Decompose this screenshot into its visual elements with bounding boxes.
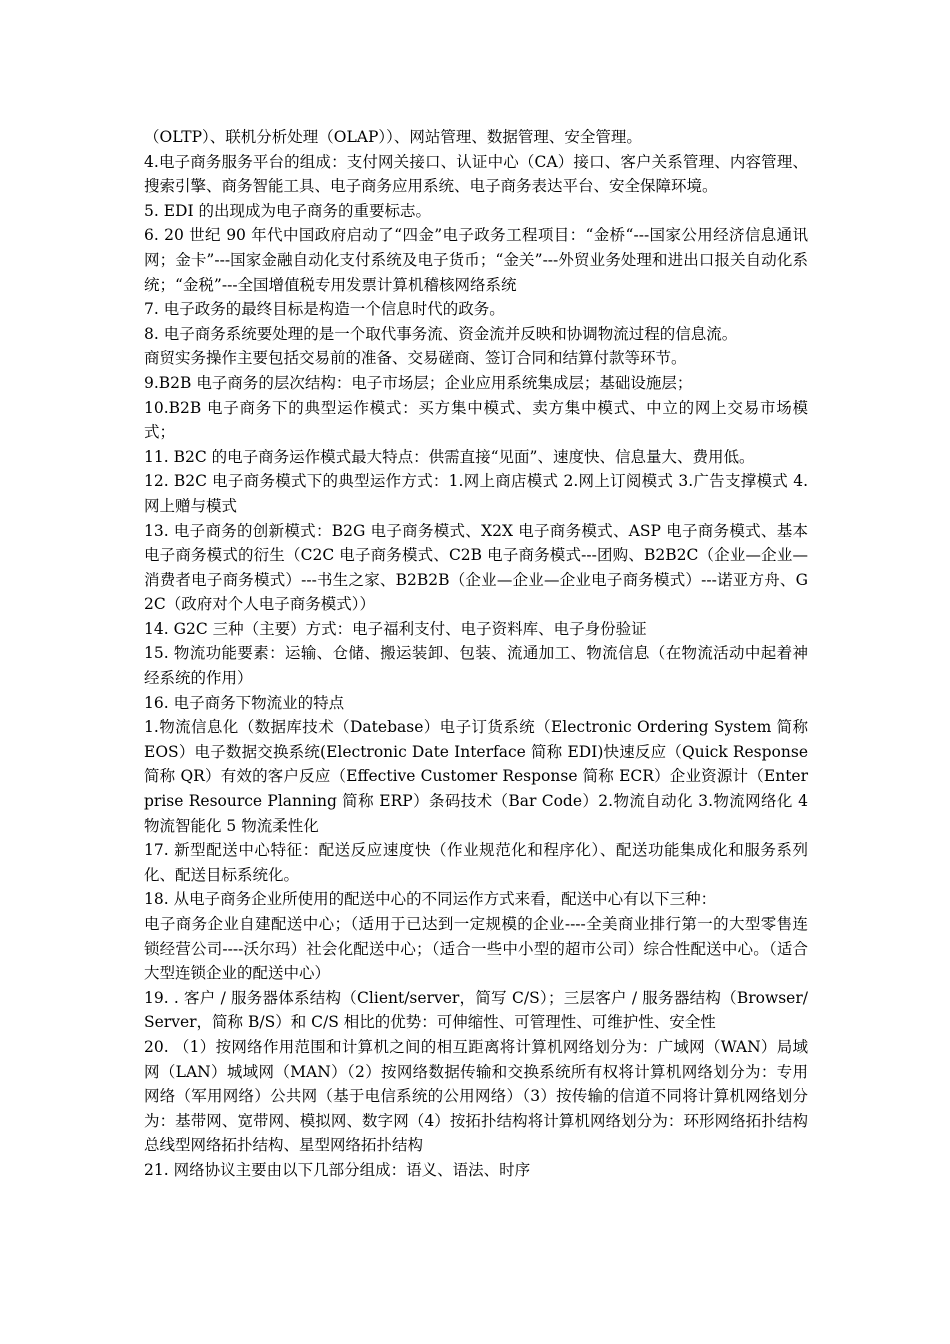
paragraph-item-9: 9.B2B 电子商务的层次结构：电子市场层；企业应用系统集成层；基础设施层； <box>144 373 693 392</box>
paragraph-item-20: 20. （1）按网络作用范围和计算机之间的相互距离将计算机网络划分为：广域网（WAN）局域网（LAN）城域网（MAN）（2）按网络数据传输和交换系统所有权将计算机网络划分为：专用网络（军用网络）公共网（基于电信系统的公用网络）（3）按传输的信道不同将计算机网络划分为：基带网、宽带网、模拟网、数字网（4）按拓扑结构将计算机网络划分为：环形网络拓扑结构总线型网络拓扑结构、星型网络拓扑结构 <box>144 1037 808 1155</box>
paragraph-item-10: 10.B2B 电子商务下的典型运作模式：买方集中模式、卖方集中模式、中立的网上交易市场模式； <box>144 398 808 442</box>
paragraph-item-4: 4.电子商务服务平台的组成：支付网关接口、认证中心（CA）接口、客户关系管理、内容管理、搜索引擎、商务智能工具、电子商务应用系统、电子商务表达平台、安全保障环境。 <box>144 152 808 196</box>
paragraph-item-13: 13. 电子商务的创新模式：B2G 电子商务模式、X2X 电子商务模式、ASP 电子商务模式、基本电子商务模式的衍生（C2C 电子商务模式、C2B 电子商务模式---团购、B2B2C（企业—企业—消费者电子商务模式）---书生之家、B2B2B（企业—企业—企业电子商务模式）---诺亚方舟、G2C（政府对个人电子商务模式）） <box>144 521 808 614</box>
paragraph-item-11: 11. B2C 的电子商务运作模式最大特点：供需直接“见面”、速度快、信息量大、费用低。 <box>144 447 755 466</box>
paragraph-item-5: 5. EDI 的出现成为电子商务的重要标志。 <box>144 201 432 220</box>
paragraph-item-8-note: 商贸实务操作主要包括交易前的准备、交易磋商、签订合同和结算付款等环节。 <box>144 349 687 368</box>
paragraph-oltp-continuation: （OLTP）、联机分析处理（OLAP））、网站管理、数据管理、安全管理。 <box>144 128 642 146</box>
paragraph-item-16-detail: 1.物流信息化（数据库技术（Datebase）电子订货系统（Electronic Ordering System 简称 EOS）电子数据交换系统(Electronic Date Interface 简称 EDI)快速反应（Quick Response 简称 QR）有效的客户反应（Effective Customer Response 简称 ECR）企业资源计（Enterprise Resource Planning 简称 ERP）条码技术（Bar Code）2.物流自动化 3.物流网络化 4 物流智能化 5 物流柔性化 <box>144 718 808 835</box>
paragraph-item-6: 6. 20 世纪 90 年代中国政府启动了“四金”电子政务工程项目：“金桥“---国家公用经济信息通讯网；金卡”---国家金融自动化支付系统及电子货币；“金关”---外贸业务处理和进出口报关自动化系统；“金税”---全国增值税专用发票计算机稽核网络系统 <box>144 226 808 294</box>
paragraph-item-12: 12. B2C 电子商务模式下的典型运作方式：1.网上商店模式 2.网上订阅模式 3.广告支撑模式 4.网上赠与模式 <box>144 472 808 515</box>
paragraph-item-17: 17. 新型配送中心特征：配送反应速度快（作业规范化和程序化）、配送功能集成化和服务系列化、配送目标系统化。 <box>144 841 808 884</box>
paragraph-item-16: 16. 电子商务下物流业的特点 <box>144 693 345 712</box>
paragraph-item-18-detail: 电子商务企业自建配送中心；（适用于已达到一定规模的企业----全美商业排行第一的大型零售连锁经营公司----沃尔玛）社会化配送中心；（适合一些中小型的超市公司）综合性配送中心。（适合大型连锁企业的配送中心） <box>144 915 808 983</box>
paragraph-item-19: 19. . 客户 / 服务器体系结构（Client/server，简写 C/S）；三层客户 / 服务器结构（Browser/Server，简称 B/S）和 C/S 相比的优势：可伸缩性、可管理性、可维护性、安全性 <box>144 988 808 1032</box>
paragraph-item-18: 18. 从电子商务企业所使用的配送中心的不同运作方式来看，配送中心有以下三种： <box>144 890 717 909</box>
paragraph-item-7: 7. 电子政务的最终目标是构造一个信息时代的政务。 <box>144 300 505 319</box>
paragraph-item-14: 14. G2C 三种（主要）方式：电子福利支付、电子资料库、电子身份验证 <box>144 619 647 638</box>
paragraph-item-15: 15. 物流功能要素：运输、仓储、搬运装卸、包装、流通加工、物流信息（在物流活动中起着神经系统的作用） <box>144 644 808 688</box>
document-body <box>144 125 808 1183</box>
paragraph-item-21: 21. 网络协议主要由以下几部分组成：语义、语法、时序 <box>144 1160 531 1179</box>
paragraph-item-8: 8. 电子商务系统要处理的是一个取代事务流、资金流并反映和协调物流过程的信息流。 <box>144 324 738 343</box>
